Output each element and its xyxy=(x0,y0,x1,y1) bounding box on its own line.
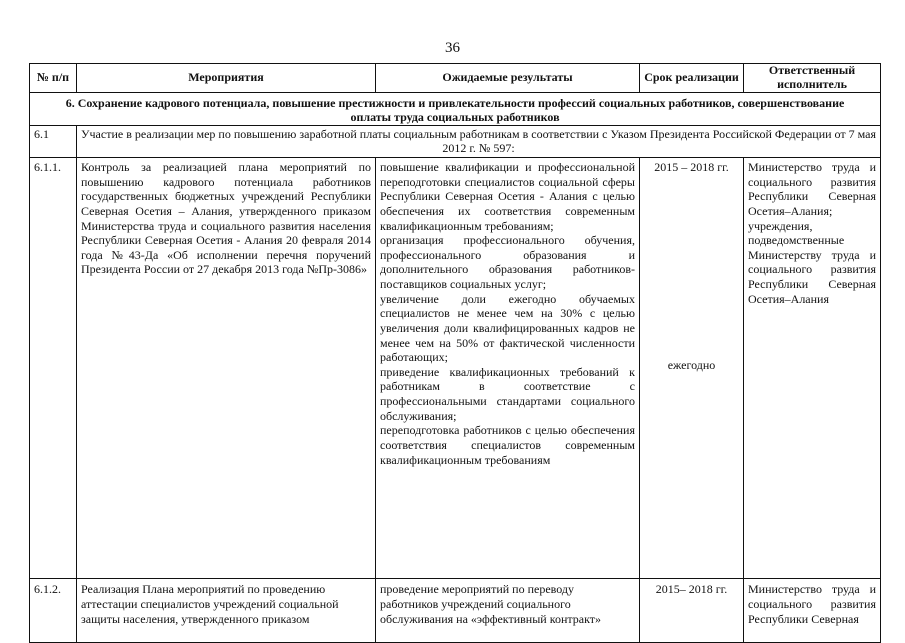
section-row xyxy=(30,92,881,125)
header-results: Ожидаемые результаты xyxy=(376,64,640,93)
header-num: № п/п xyxy=(30,64,77,93)
row-num: 6.1.1. xyxy=(30,158,77,579)
row-num: 6.1.2. xyxy=(30,579,77,643)
subsection-num: 6.1 xyxy=(30,125,77,157)
term-period: 2015– 2018 гг. xyxy=(655,582,728,597)
subsection-title: Участие в реализации мер по повышению заработной платы социальным работникам в соответствии с Указом Президента Российской Федерации от 7 мая 2012 г. № 597: xyxy=(77,125,881,157)
header-activities: Мероприятия xyxy=(77,64,376,93)
header-term: Срок реализации xyxy=(640,64,744,93)
activities-table xyxy=(29,63,881,643)
row-results xyxy=(376,579,640,643)
subsection-row xyxy=(30,125,881,157)
result-item: организация профессионального обучения, профессионального образования и дополнительного образования работников-поставщиков социальных услуг; xyxy=(380,233,635,292)
section-title: 6. Сохранение кадрового потенциала, повышение престижности и привлекательности профессий социальных работников, совершенствование оплаты труда социальных работников xyxy=(30,92,881,125)
row-results xyxy=(376,158,640,579)
row-activity: Контроль за реализацией плана мероприятий по повышению кадрового потенциала работников государственных бюджетных учреждений Республики Северная Осетия – Алания, утвержденного приказом Министерства труда и социального развития населения Республики Северная Осетия - Алания 20 февраля 2014 года №43-Да «Об исполнении перечня поручений Президента России от 27 декабря 2013 года №Пр-3086» xyxy=(77,158,376,579)
header-executor: Ответственный исполнитель xyxy=(744,64,881,93)
row-executor: Министерство труда и социального развития Республики Северная xyxy=(744,579,881,643)
result-item: проведение мероприятий по переводу работников учреждений социального обслуживания на «эффективный контракт» xyxy=(380,582,601,626)
result-item: увеличение доли ежегодно обучаемых специалистов не менее чем на 30% с целью увеличения доли квалифицированных кадров не менее чем на 50% от фактической численности работающих; xyxy=(380,291,635,365)
result-item: переподготовка работников с целью обеспечения соответствия специалистов современным квалификационным требованиям xyxy=(380,423,635,467)
page-number: 36 xyxy=(445,40,460,56)
term-period: 2015 – 2018 гг. xyxy=(654,160,729,175)
row-term xyxy=(640,579,744,643)
table-row xyxy=(30,158,881,579)
row-term xyxy=(640,158,744,579)
table-row xyxy=(30,579,881,643)
row-executor: Министерство труда и социального развития Республики Северная Осетия–Алания; учреждения, подведомственные Министерству труда и социального развития Республики Северная Осетия–Алания xyxy=(744,158,881,579)
table-header-row xyxy=(30,64,881,93)
term-frequency: ежегодно xyxy=(667,358,716,373)
row-activity: Реализация Плана мероприятий по проведению аттестации специалистов учреждений социальной защиты населения, утвержденного приказом xyxy=(77,579,376,643)
result-item: приведение квалификационных требований к работникам в соответствие с профессиональными стандартами социального обслуживания; xyxy=(380,364,635,423)
result-item: повышение квалификации и профессиональной переподготовки специалистов социальной сферы Республики Северная Осетия - Алания с целью обеспечения их соответствия современным квалификационным требованиям; xyxy=(380,160,635,233)
